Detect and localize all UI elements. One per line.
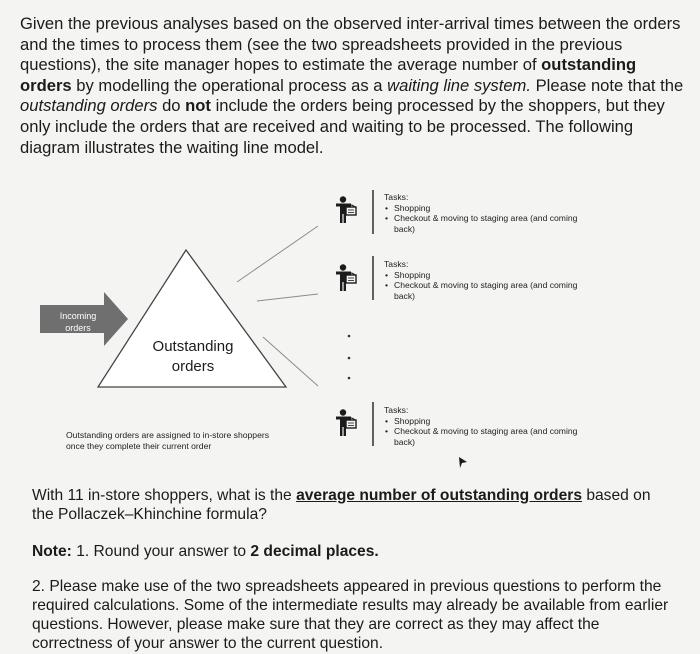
task-shopping: • Shopping bbox=[394, 203, 604, 214]
intro-text-1: Given the previous analyses based on the observed inter-arrival times between the orders and the times to process them (see the two spreadsheets provided in the previous questions), the site manager hopes to estimate the average number of bbox=[20, 14, 681, 75]
ellipsis-dot bbox=[348, 357, 351, 360]
intro-text-4: do bbox=[157, 96, 186, 116]
triangle-label-1: Outstanding bbox=[152, 338, 234, 355]
caption-line-2: once they complete their current order bbox=[66, 440, 212, 451]
intro-text-5: include the orders being processed by the shoppers, but they only include the orders that are received and waiting to be processed. The following diagram illustrates the waiting line model. bbox=[20, 96, 665, 157]
note-decimal: 2 decimal places. bbox=[250, 543, 379, 560]
connector-line-2 bbox=[257, 294, 318, 301]
connector-line-1 bbox=[237, 226, 318, 282]
note-label: Note: bbox=[32, 543, 72, 560]
tasks-label: Tasks: bbox=[384, 405, 409, 415]
assignment-caption bbox=[66, 430, 326, 451]
triangle-label-2: orders bbox=[171, 358, 215, 375]
question-text: With 11 in-store shoppers, what is the average number of outstanding orders based on the Pollaczek–Khinchine formula? bbox=[32, 487, 651, 523]
shopper-1-tasks bbox=[384, 192, 604, 234]
shopper-3-tasks bbox=[384, 405, 604, 447]
task-checkout: • Checkout & moving to staging area (and coming back) bbox=[394, 213, 604, 234]
note-2: 2. Please make use of the two spreadsheets appeared in previous questions to perform the required calculations. Some of the intermediate results may already be available from earlier questions. However, please make sure that they are correct as they may affect the correctness of your answer to the current question. bbox=[32, 578, 669, 652]
intro-italic-outstanding: outstanding orders bbox=[20, 96, 158, 116]
task-shopping: • Shopping bbox=[394, 270, 604, 281]
task-checkout: • Checkout & moving to staging area (and coming back) bbox=[394, 280, 604, 301]
caption-line-1: Outstanding orders are assigned to in-store shoppers bbox=[66, 430, 270, 440]
shopper-icon-3 bbox=[336, 409, 356, 436]
intro-italic-waiting: waiting line system. bbox=[387, 75, 531, 95]
intro-bold-outstanding: outstanding orders bbox=[20, 55, 637, 95]
intro-text-2: by modelling the operational process as a bbox=[71, 75, 388, 95]
tasks-label: Tasks: bbox=[384, 259, 409, 269]
tasks-label: Tasks: bbox=[384, 192, 409, 202]
shopper-2-tasks bbox=[384, 259, 604, 301]
incoming-label-1: Incoming bbox=[59, 311, 97, 321]
question-underline: average number of outstanding orders bbox=[296, 487, 582, 504]
ellipsis-dot bbox=[348, 377, 351, 380]
mouse-cursor-icon bbox=[459, 457, 467, 468]
note-1: Note: 1. Round your answer to 2 decimal places. bbox=[32, 543, 379, 560]
intro-text-3: Please note that the bbox=[531, 75, 684, 95]
intro-bold-not: not bbox=[185, 96, 211, 116]
task-checkout: • Checkout & moving to staging area (and coming back) bbox=[394, 426, 604, 447]
ellipsis-dot bbox=[348, 335, 351, 338]
incoming-label-2: orders bbox=[65, 323, 91, 333]
task-shopping: • Shopping bbox=[394, 416, 604, 427]
shopper-icon-2 bbox=[336, 264, 356, 291]
shopper-icon-1 bbox=[336, 196, 356, 223]
